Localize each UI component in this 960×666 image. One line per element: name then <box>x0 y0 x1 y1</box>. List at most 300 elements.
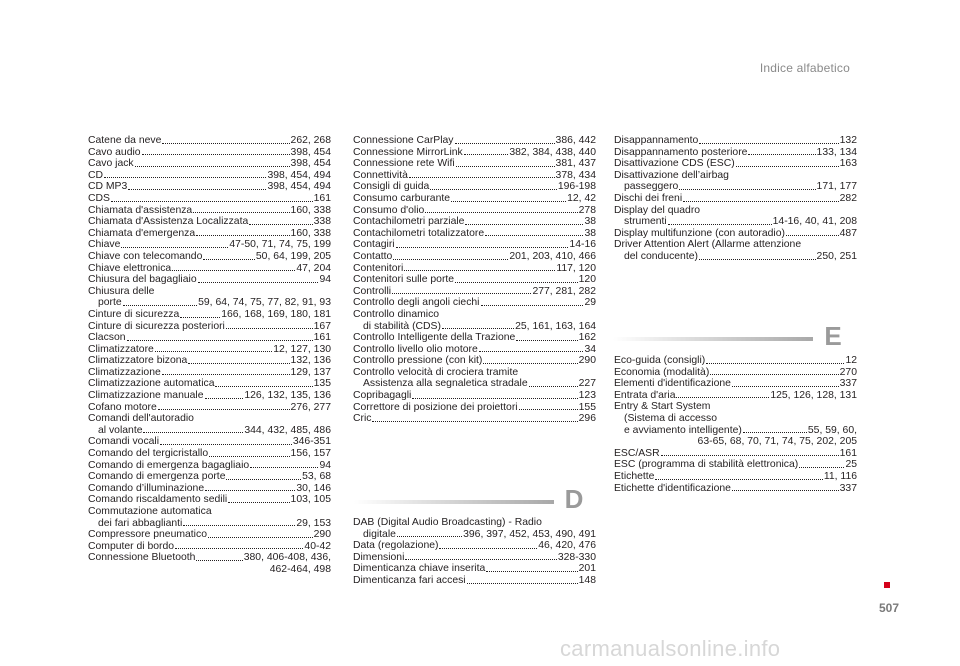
index-entry-pages: 11, 116 <box>823 470 857 482</box>
index-entry-pages: 276, 277 <box>290 401 331 413</box>
index-entry-pages: 133, 134 <box>816 146 857 158</box>
index-entry-pages: 166, 168, 169, 180, 181 <box>221 308 331 320</box>
dot-leader <box>479 351 584 352</box>
index-entry-term: Contenitori <box>353 262 404 274</box>
dot-leader <box>668 224 772 225</box>
index-entry-pages: 132 <box>839 135 857 146</box>
dot-leader <box>483 363 577 364</box>
dot-leader <box>736 166 839 167</box>
dot-leader <box>215 386 312 387</box>
dot-leader <box>409 177 555 178</box>
index-entry-term: Contatto <box>353 250 393 262</box>
index-entry <box>614 228 857 240</box>
index-entry-pages: 161 <box>839 447 857 459</box>
index-entry-term: Catene da neve <box>88 135 162 146</box>
dot-leader <box>162 143 289 144</box>
index-entry-term: Climatizzazione <box>88 366 161 378</box>
index-entry-pages: 167 <box>313 320 331 332</box>
index-entry-term: Chiamata d'emergenza <box>88 227 196 239</box>
dot-leader <box>455 143 555 144</box>
index-entry-heading: Comandi dell'autoradio <box>88 413 194 425</box>
dot-leader <box>699 259 816 260</box>
index-entry <box>353 378 596 390</box>
index-entry-pages: 94 <box>319 459 331 471</box>
index-entry <box>88 460 331 472</box>
dot-leader <box>228 502 289 503</box>
index-entry-term: Connettività <box>353 169 408 181</box>
index-entry-term: Assistenza alla segnaletica stradale <box>363 378 528 390</box>
index-entry-term: Comando del tergicristallo <box>88 448 209 460</box>
index-entry-term: CD MP3 <box>88 181 128 193</box>
index-entry-pages: 59, 64, 74, 75, 77, 82, 91, 93 <box>198 297 331 309</box>
index-entry <box>614 425 857 437</box>
index-entry-term: Clacson <box>88 332 126 344</box>
dot-leader <box>699 143 838 144</box>
dot-leader <box>393 259 508 260</box>
index-entry-term: Controlli <box>353 285 392 297</box>
index-entry-pages: 337 <box>839 378 857 390</box>
index-entry-term: Dimenticanza fari accesi <box>353 574 466 586</box>
index-entry <box>353 181 596 193</box>
dot-leader <box>193 212 289 213</box>
index-entry-pages: 14-16 <box>569 239 596 251</box>
index-entry-heading: Disattivazione dell’airbag <box>614 169 729 181</box>
index-entry <box>353 332 596 344</box>
index-entry-pages: 161 <box>313 332 331 344</box>
index-entry-pages: 126, 132, 135, 136 <box>244 390 331 402</box>
index-entry <box>353 413 596 425</box>
dot-leader <box>123 305 197 306</box>
dot-leader <box>172 270 295 271</box>
dot-leader <box>208 537 313 538</box>
index-entry-pages: 155 <box>578 401 596 413</box>
dot-leader <box>425 212 577 213</box>
index-entry-term: ESC/ASR <box>614 447 660 459</box>
index-entry <box>614 448 857 460</box>
dot-leader <box>226 328 313 329</box>
index-entry <box>88 193 331 205</box>
index-entry-term: Data (regolazione) <box>353 540 439 552</box>
index-entry-term: al volante <box>98 424 143 436</box>
page-number: 507 <box>879 601 900 615</box>
index-entry-pages: 38 <box>584 216 596 228</box>
dot-leader <box>205 490 295 491</box>
index-entry <box>614 158 857 170</box>
dot-leader <box>467 583 578 584</box>
dot-leader <box>203 259 255 260</box>
index-entry-term: Contenitori sulle porte <box>353 274 455 286</box>
dot-leader <box>249 224 312 225</box>
index-entry <box>88 263 331 275</box>
index-entry-pages: 163 <box>839 158 857 170</box>
index-entry <box>353 344 596 356</box>
index-entry-heading: Driver Attention Alert (Allarme attenzione <box>614 239 802 251</box>
dot-leader <box>121 247 228 248</box>
index-entry <box>353 147 596 159</box>
dot-leader <box>455 282 578 283</box>
index-entry-heading: Controllo dinamico <box>353 308 440 320</box>
index-entry-pages: 29, 153 <box>296 517 331 529</box>
index-entry <box>88 448 331 460</box>
dot-leader <box>198 282 319 283</box>
index-entry-term: Eco-guida (consigli) <box>614 355 706 366</box>
index-entry-pages: 123 <box>578 390 596 402</box>
index-entry-pages: 398, 454, 494 <box>267 181 331 193</box>
index-entry-term: Disattivazione CDS (ESC) <box>614 158 735 170</box>
index-entry-term: e avviamento intelligente) <box>624 424 742 436</box>
dot-leader <box>104 177 266 178</box>
index-entry-pages: 487 <box>839 227 857 239</box>
index-entry <box>88 332 331 344</box>
dot-leader <box>710 374 838 375</box>
index-entry-pages: 132, 136 <box>290 355 331 367</box>
index-entry <box>353 552 596 564</box>
index-entry <box>88 135 331 147</box>
index-column-3-e <box>614 355 857 494</box>
index-entry-pages: 160, 338 <box>290 227 331 239</box>
index-entry-term: Connessione rete Wifi <box>353 158 455 170</box>
index-entry <box>353 529 596 541</box>
page-marker <box>884 582 890 588</box>
index-entry <box>88 483 331 495</box>
index-entry-pages: 120 <box>578 274 596 286</box>
index-entry <box>353 563 596 575</box>
index-entry <box>614 251 857 263</box>
index-entry-pages: 117, 120 <box>556 262 596 274</box>
dot-leader <box>372 421 577 422</box>
index-entry-pages: 386, 442 <box>555 135 596 146</box>
index-entry-term: Display multifunzione (con autoradio) <box>614 227 785 239</box>
dot-leader <box>706 363 844 364</box>
index-entry <box>614 367 857 379</box>
dot-leader <box>519 409 578 410</box>
index-entry <box>353 575 596 587</box>
index-entry <box>614 135 857 147</box>
dot-leader <box>481 305 584 306</box>
index-entry-term: strumenti <box>624 216 667 228</box>
index-entry <box>353 321 596 333</box>
index-entry-term: Climatizzatore bizona <box>88 355 188 367</box>
index-entry <box>88 378 331 390</box>
index-entry-pages: 162 <box>578 332 596 344</box>
index-entry-pages: 381, 437 <box>555 158 596 170</box>
index-entry <box>353 228 596 240</box>
index-entry-term: Chiusura del bagagliaio <box>88 274 197 286</box>
index-entry-pages: 103, 105 <box>290 494 331 506</box>
index-entry <box>353 390 596 402</box>
index-entry-pages: 346-351 <box>292 436 331 448</box>
index-entry <box>88 147 331 159</box>
index-entry <box>353 193 596 205</box>
section-heading-e <box>613 321 853 351</box>
index-entry-pages: 25 <box>845 459 857 471</box>
index-entry-pages: 53, 68 <box>302 471 331 483</box>
index-entry-term: del conducente) <box>624 250 698 262</box>
index-entry <box>353 355 596 367</box>
index-entry-term: Dimenticanza chiave inserita <box>353 563 486 575</box>
index-entry-pages: 398, 454 <box>290 158 331 170</box>
index-entry-term: passeggero <box>624 181 679 193</box>
index-entry-term: Comando di emergenza porte <box>88 471 226 483</box>
section-letter-d: D <box>564 484 584 514</box>
index-entry-term: Comandi vocali <box>88 436 160 448</box>
dot-leader <box>748 154 815 155</box>
dot-leader <box>226 479 301 480</box>
dot-leader <box>135 166 290 167</box>
index-entry-term: Etichette d'identificazione <box>614 482 731 494</box>
section-heading-d <box>354 484 594 514</box>
index-entry-term: Consigli di guida <box>353 181 430 193</box>
index-entry <box>88 494 331 506</box>
index-entry <box>353 205 596 217</box>
dot-leader <box>679 189 815 190</box>
index-entry <box>614 459 857 471</box>
index-entry-term: Climatizzatore <box>88 343 154 355</box>
index-entry-heading: (Sistema di accesso <box>624 412 717 424</box>
index-column-3-d <box>614 135 857 263</box>
index-entry-term: di stabilità (CDS) <box>363 320 441 332</box>
index-entry-pages: 30, 146 <box>296 482 331 494</box>
index-entry <box>88 529 331 541</box>
dot-leader <box>142 154 290 155</box>
index-entry-heading: Commutazione automatica <box>88 506 212 517</box>
index-entry <box>614 193 857 205</box>
index-entry-pages: 125, 126, 128, 131 <box>770 389 857 401</box>
index-entry <box>353 286 596 298</box>
index-entry <box>614 378 857 390</box>
dot-leader <box>465 224 583 225</box>
index-entry-term: Economia (modalità) <box>614 366 710 378</box>
page-header-title: Indice alfabetico <box>759 61 850 75</box>
index-entry <box>353 540 596 552</box>
dot-leader <box>676 397 769 398</box>
dot-leader <box>786 235 839 236</box>
index-entry-term: Contachilometri parziale <box>353 216 465 228</box>
dot-leader <box>162 374 290 375</box>
dot-leader <box>160 444 292 445</box>
index-entry-pages: 382, 384, 438, 440 <box>509 146 596 158</box>
index-entry-pages: 34 <box>584 343 596 355</box>
index-entry-heading: DAB (Digital Audio Broadcasting) - Radio <box>353 517 542 528</box>
index-entry <box>614 147 857 159</box>
index-entry <box>353 170 596 182</box>
index-column-1 <box>88 135 331 576</box>
index-entry-pages: 380, 406-408, 436, <box>243 552 331 564</box>
index-entry-pages: 38 <box>584 227 596 239</box>
index-entry-pages: 29 <box>584 297 596 309</box>
dot-leader <box>397 536 462 537</box>
index-entry-pages: 250, 251 <box>816 250 857 262</box>
index-entry <box>88 541 331 553</box>
index-entry-term: Cavo audio <box>88 146 141 158</box>
index-entry-pages: 55, 59, 60, <box>807 424 857 436</box>
index-entry <box>353 216 596 228</box>
index-entry-heading: Chiusura delle <box>88 285 155 297</box>
index-entry-term: Comando d’illuminazione <box>88 482 205 494</box>
index-entry-pages: 262, 268 <box>290 135 331 146</box>
index-entry-term: Climatizzazione manuale <box>88 390 204 402</box>
dot-leader <box>404 270 555 271</box>
index-entry-pages: 50, 64, 199, 205 <box>255 250 331 262</box>
dot-leader <box>442 328 514 329</box>
index-entry <box>88 251 331 263</box>
watermark-text: carmanualsonline.info <box>560 636 781 661</box>
index-entry <box>353 274 596 286</box>
index-entry-pages: 290 <box>313 529 331 541</box>
index-entry-term: Chiamata d'Assistenza Localizzata <box>88 216 249 228</box>
dot-leader <box>516 340 577 341</box>
dot-leader <box>392 293 531 294</box>
index-entry-term: Cinture di sicurezza posteriori <box>88 320 225 332</box>
dot-leader <box>180 317 220 318</box>
dot-leader <box>250 467 318 468</box>
index-entry-pages: 328-330 <box>557 551 596 563</box>
index-entry <box>88 158 331 170</box>
index-entry-term: Connessione CarPlay <box>353 135 454 146</box>
dot-leader <box>655 479 822 480</box>
index-entry <box>88 471 331 483</box>
index-entry-pages: 12, 127, 130 <box>273 343 331 355</box>
index-entry-term: Correttore di posizione dei proiettori <box>353 401 518 413</box>
index-entry <box>88 321 331 333</box>
index-entry-pages: 196-198 <box>557 181 596 193</box>
index-entry-pages: 278 <box>578 204 596 216</box>
dot-leader <box>183 525 295 526</box>
index-entry <box>353 251 596 263</box>
index-entry <box>88 344 331 356</box>
dot-leader <box>111 201 313 202</box>
dot-leader <box>732 490 839 491</box>
index-entry-pages: 129, 137 <box>290 366 331 378</box>
index-entry-term: porte <box>98 297 122 309</box>
index-entry <box>614 181 857 193</box>
index-entry-term: Climatizzazione automatica <box>88 378 215 390</box>
index-entry-term: Controllo degli angoli ciechi <box>353 297 480 309</box>
index-entry <box>614 216 857 228</box>
index-entry-pages-continued: 63-65, 68, 70, 71, 74, 75, 202, 205 <box>697 436 857 448</box>
index-entry-term: Controllo pressione (con kit) <box>353 355 483 367</box>
index-entry-pages: 135 <box>313 378 331 390</box>
index-entry <box>614 483 857 495</box>
index-entry-pages: 148 <box>578 574 596 586</box>
index-entry-pages: 160, 338 <box>290 204 331 216</box>
index-entry-term: Chiave elettronica <box>88 262 172 274</box>
index-entry-term: Chiamata d'assistenza <box>88 204 193 216</box>
index-entry-term: CDS <box>88 192 110 204</box>
index-entry <box>353 402 596 414</box>
index-entry-term: digitale <box>363 528 396 540</box>
index-entry <box>88 274 331 286</box>
dot-leader <box>529 386 578 387</box>
dot-leader <box>486 571 577 572</box>
index-entry-pages: 296 <box>578 413 596 425</box>
index-entry-term: Contachilometri totalizzatore <box>353 227 485 239</box>
index-entry-pages: 398, 454, 494 <box>267 169 331 181</box>
index-entry-term: Consumo carburante <box>353 192 451 204</box>
index-entry-term: Comando di emergenza bagagliaio <box>88 459 250 471</box>
index-entry-pages: 171, 177 <box>816 181 857 193</box>
index-entry-term: Disappannamento posteriore <box>614 146 748 158</box>
index-entry-term: dei fari abbaglianti <box>98 517 183 529</box>
index-entry-pages: 47-50, 71, 74, 75, 199 <box>229 239 331 251</box>
index-entry-term: Dimensioni <box>353 551 405 563</box>
index-entry <box>88 239 331 251</box>
dot-leader <box>464 154 509 155</box>
section-divider-bar <box>613 337 813 341</box>
index-entry <box>88 552 331 564</box>
index-entry-pages: 46, 420, 476 <box>538 540 596 552</box>
index-entry-pages: 94 <box>319 274 331 286</box>
dot-leader <box>158 409 290 410</box>
index-entry-pages: 47, 204 <box>296 262 331 274</box>
index-entry-pages: 398, 454 <box>290 146 331 158</box>
index-entry-term: ESC (programma di stabilità elettronica) <box>614 459 799 471</box>
index-entry-term: Consumo d'olio <box>353 204 425 216</box>
index-entry-pages: 14-16, 40, 41, 208 <box>772 216 857 228</box>
index-entry <box>88 436 331 448</box>
dot-leader <box>128 189 266 190</box>
index-entry-pages: 378, 434 <box>555 169 596 181</box>
index-entry <box>88 355 331 367</box>
index-entry-term: Entrata d'aria <box>614 389 676 401</box>
index-entry-heading: Controllo velocità di crociera tramite <box>353 366 519 378</box>
index-entry-pages: 277, 281, 282 <box>532 285 596 297</box>
dot-leader <box>188 363 289 364</box>
dot-leader <box>405 559 556 560</box>
section-divider-bar <box>354 500 554 504</box>
index-entry <box>614 355 857 367</box>
index-entry-term: Cavo jack <box>88 158 134 170</box>
index-entry <box>88 216 331 228</box>
index-entry <box>88 425 331 437</box>
index-entry-pages: 344, 432, 485, 486 <box>244 424 331 436</box>
index-entry <box>88 402 331 414</box>
index-entry <box>353 239 596 251</box>
index-column-2-d <box>353 517 596 587</box>
dot-leader <box>799 467 844 468</box>
dot-leader <box>143 432 243 433</box>
index-column-2-c <box>353 135 596 425</box>
index-entry-pages: 201 <box>578 563 596 575</box>
index-entry-term: Chiave <box>88 239 121 251</box>
index-entry-term: Controllo livello olio motore <box>353 343 478 355</box>
index-entry-pages: 396, 397, 452, 453, 490, 491 <box>463 528 596 540</box>
index-entry-heading: Entry & Start System <box>614 401 711 413</box>
dot-leader <box>430 189 557 190</box>
index-entry-pages: 12, 42 <box>567 192 596 204</box>
index-entry <box>88 390 331 402</box>
index-entry <box>88 228 331 240</box>
index-entry <box>88 309 331 321</box>
index-entry <box>614 471 857 483</box>
index-entry <box>353 263 596 275</box>
index-entry-pages: 338 <box>313 216 331 228</box>
dot-leader <box>155 351 272 352</box>
index-entry-term: Cofano motore <box>88 401 157 413</box>
dot-leader <box>209 456 289 457</box>
index-entry <box>353 297 596 309</box>
index-entry-pages: 156, 157 <box>290 448 331 460</box>
index-entry <box>353 158 596 170</box>
index-entry-pages: 282 <box>839 192 857 204</box>
index-entry-pages: 25, 161, 163, 164 <box>515 320 596 332</box>
index-entry-pages: 201, 203, 410, 466 <box>509 250 596 262</box>
dot-leader <box>127 340 313 341</box>
dot-leader <box>396 247 569 248</box>
index-entry-term: Compressore pneumatico <box>88 529 207 541</box>
index-entry-term: Controllo Intelligente della Trazione <box>353 332 516 344</box>
index-entry-term: Computer di bordo <box>88 540 175 552</box>
